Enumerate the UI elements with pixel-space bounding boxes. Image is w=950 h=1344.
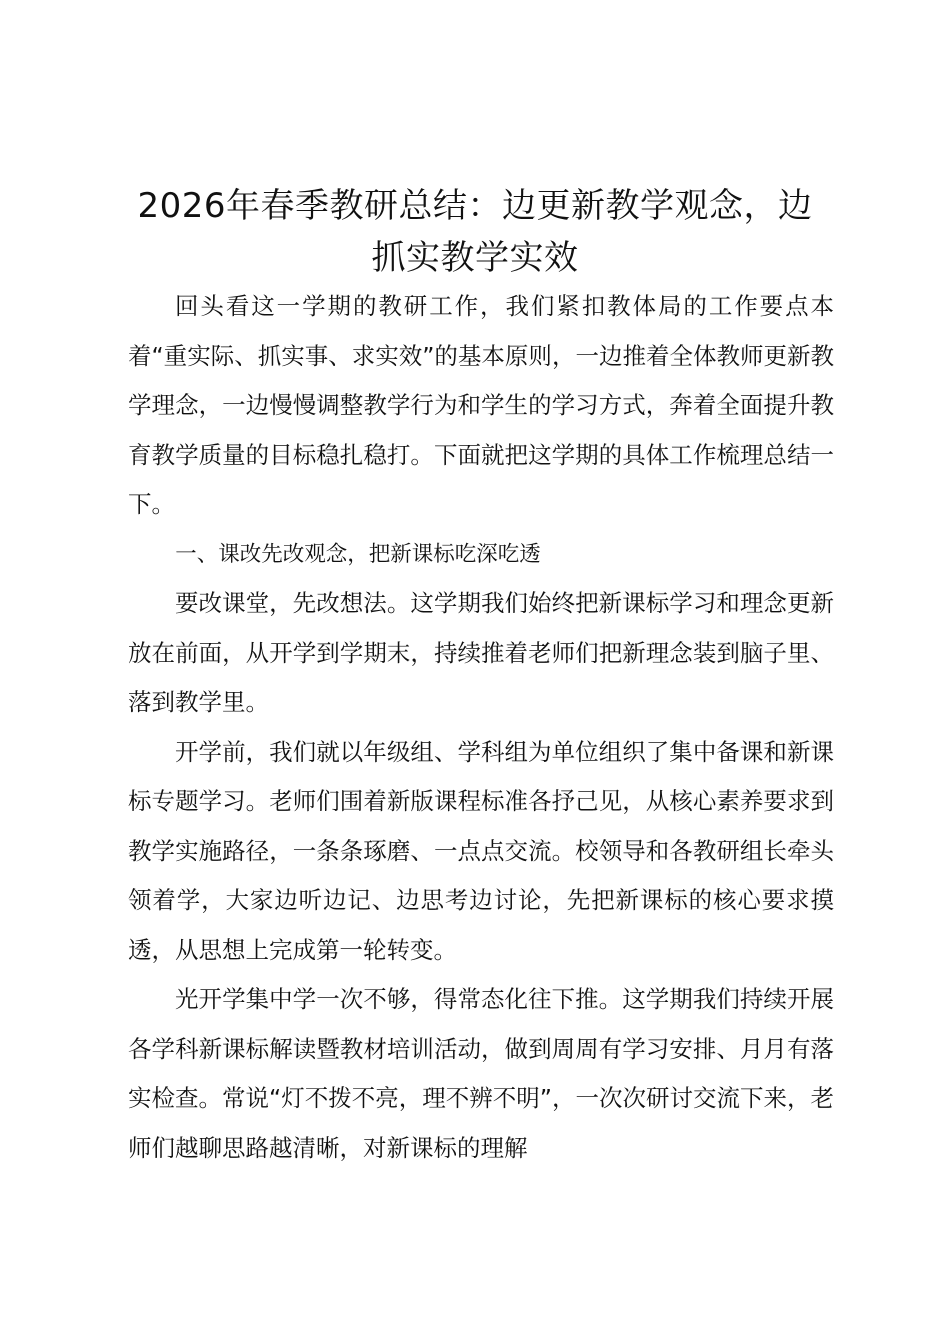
body-paragraph: 要改课堂，先改想法。这学期我们始终把新课标学习和理念更新放在前面，从开学到学期末，持续推着老师们把新理念装到脑子里、落到教学里。: [128, 589, 834, 716]
section-heading: 一、课改先改观念，把新课标吃深吃透: [175, 541, 541, 567]
body-paragraph: 光开学集中学一次不够，得常态化往下推。这学期我们持续开展各学科新课标解读暨教材培训活动，做到周周有学习安排、月月有落实检查。常说“灯不拨不亮，理不辨不明”，一次次研讨交流下来，老师们越聊思路越清晰，对新课标的理解: [128, 985, 834, 1162]
document-title: [120, 180, 830, 284]
body-paragraph: 开学前，我们就以年级组、学科组为单位组织了集中备课和新课标专题学习。老师们围着新版课程标准各抒己见，从核心素养要求到教学实施路径，一条条琢磨、一点点交流。校领导和各教研组长牵头领着学，大家边听边记、边思考边讨论，先把新课标的核心要求摸透，从思想上完成第一轮转变。: [128, 737, 834, 964]
title-line-2: 抓实教学实效: [371, 238, 579, 278]
document-body: [128, 282, 834, 1173]
intro-paragraph: 回头看这一学期的教研工作，我们紧扣教体局的工作要点本着“重实际、抓实事、求实效”的基本原则，一边推着全体教师更新教学理念，一边慢慢调整教学行为和学生的学习方式，奔着全面提升教育教学质量的目标稳扎稳打。下面就把这学期的具体工作梳理总结一下。: [128, 292, 834, 518]
title-line-1: 2026年春季教研总结：边更新教学观念，边: [137, 186, 813, 226]
